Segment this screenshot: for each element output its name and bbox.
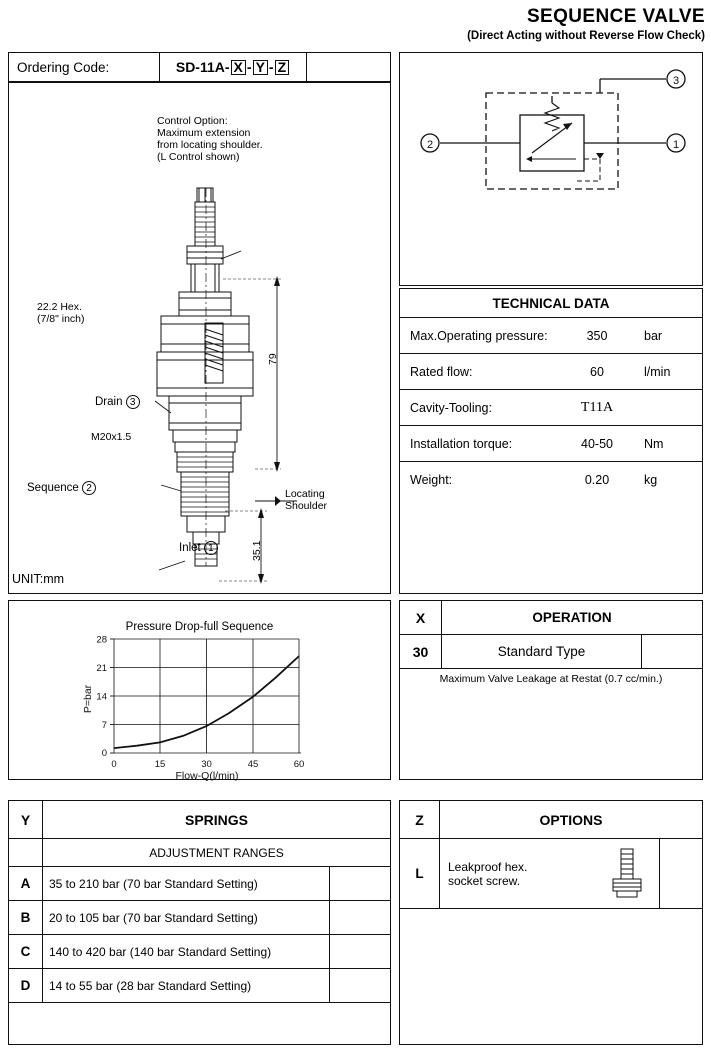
chart-title: Pressure Drop-full Sequence xyxy=(125,621,274,633)
spring-range: 35 to 210 bar (70 bar Standard Setting) xyxy=(43,867,330,900)
ordering-code-var-y: Y xyxy=(253,60,268,75)
spring-code: B xyxy=(9,901,43,934)
hex-size-line-1: 22.2 Hex. xyxy=(37,301,82,313)
operation-header-row xyxy=(400,601,702,635)
tech-unit: Nm xyxy=(644,436,664,451)
inlet-text: Inlet xyxy=(179,542,201,555)
chart-y-axis-label: P=bar xyxy=(82,684,94,714)
thread-label: M20x1.5 xyxy=(91,431,132,443)
table-row xyxy=(400,425,702,461)
tech-key: Cavity-Tooling: xyxy=(410,400,492,415)
spring-range: 20 to 105 bar (70 bar Standard Setting) xyxy=(43,901,330,934)
operation-title: OPERATION xyxy=(532,610,612,625)
tech-key: Rated flow: xyxy=(410,364,473,379)
operation-note: Maximum Valve Leakage at Restat (0.7 cc/min.) xyxy=(439,673,663,685)
table-row xyxy=(9,935,390,969)
springs-subheader-blank xyxy=(9,839,43,866)
spring-blank-cell xyxy=(330,901,390,934)
tech-value: 60 xyxy=(590,364,604,379)
y-tick-0: 0 xyxy=(101,748,107,759)
sequence-text: Sequence xyxy=(27,482,79,495)
locating-shoulder-line-1: Locating xyxy=(285,488,325,500)
x-tick-30: 30 xyxy=(201,759,212,770)
socket-screw-icon xyxy=(607,847,653,902)
table-row xyxy=(9,867,390,901)
tech-key: Weight: xyxy=(410,472,453,487)
ordering-code-var-x: X xyxy=(231,60,246,75)
operation-label: Standard Type xyxy=(442,635,642,668)
x-tick-15: 15 xyxy=(154,759,166,770)
control-option-line-3: from locating shoulder. xyxy=(157,139,263,151)
hex-size-line-2: (7/8" inch) xyxy=(37,313,85,325)
hydraulic-symbol-panel xyxy=(399,52,703,286)
operation-panel xyxy=(399,600,703,780)
symbol-port-1-number: 1 xyxy=(672,139,680,151)
control-option-note xyxy=(157,115,282,163)
springs-panel xyxy=(8,800,391,1045)
option-code: L xyxy=(400,839,440,908)
table-row xyxy=(400,635,702,669)
page-header xyxy=(467,6,705,42)
spring-blank-cell xyxy=(330,867,390,900)
option-blank-cell xyxy=(660,839,702,908)
operation-code-header: X xyxy=(400,601,442,634)
drain-port-number: 3 xyxy=(126,395,140,409)
sequence-port-number: 2 xyxy=(82,481,96,495)
spring-code: A xyxy=(9,867,43,900)
hex-size-label xyxy=(37,301,85,325)
y-tick-14: 14 xyxy=(96,691,107,703)
springs-title: SPRINGS xyxy=(184,811,248,828)
ordering-code-prefix: SD-11A- xyxy=(175,59,230,75)
springs-table-footer xyxy=(9,1003,390,1004)
dimension-35-1-label: 35.1 xyxy=(251,540,263,561)
tech-unit: l/min xyxy=(644,364,671,379)
options-code-header: Z xyxy=(400,801,440,838)
tech-unit: bar xyxy=(644,328,663,343)
springs-header-row xyxy=(9,801,390,839)
spring-range: 14 to 55 bar (28 bar Standard Setting) xyxy=(43,969,330,1002)
options-title: OPTIONS xyxy=(539,811,603,828)
ordering-code-blank xyxy=(307,53,390,81)
tech-value: 350 xyxy=(586,328,608,343)
table-row xyxy=(400,317,702,353)
x-tick-45: 45 xyxy=(247,759,259,770)
springs-code-header: Y xyxy=(9,801,43,838)
options-panel xyxy=(399,800,703,1045)
control-option-line-2: Maximum extension xyxy=(157,127,251,139)
tech-value: T11A xyxy=(580,399,614,415)
ordering-code-box xyxy=(8,52,391,82)
springs-subheader-row xyxy=(9,839,390,867)
unit-label: UNIT:mm xyxy=(12,572,65,586)
table-row xyxy=(9,901,390,935)
dimension-79-label: 79 xyxy=(267,353,279,365)
locating-shoulder-line-2: Shoulder xyxy=(285,500,328,512)
symbol-port-2-number: 2 xyxy=(426,139,434,151)
chart-x-axis-label: Flow-Q(l/min) xyxy=(175,770,239,781)
operation-code: 30 xyxy=(400,635,442,668)
option-label-line-2: socket screw. xyxy=(448,873,521,888)
spring-range: 140 to 420 bar (140 bar Standard Setting) xyxy=(43,935,330,968)
inlet-port-number: 1 xyxy=(204,541,218,555)
pressure-drop-chart xyxy=(9,601,392,781)
locating-shoulder-label xyxy=(285,488,327,512)
page-title: SEQUENCE VALVE xyxy=(526,6,705,27)
option-label xyxy=(440,839,660,908)
technical-data-title: TECHNICAL DATA xyxy=(492,296,610,311)
y-tick-21: 21 xyxy=(96,663,107,674)
tech-value: 0.20 xyxy=(584,472,610,487)
drain-text: Drain xyxy=(95,396,123,409)
table-row xyxy=(400,839,702,909)
technical-data-panel xyxy=(399,288,703,594)
spring-code: D xyxy=(9,969,43,1002)
x-tick-60: 60 xyxy=(293,759,305,770)
spring-blank-cell xyxy=(330,935,390,968)
symbol-port-3-number: 3 xyxy=(672,75,680,87)
ordering-code-var-z: Z xyxy=(275,60,290,75)
table-row xyxy=(400,353,702,389)
spring-blank-cell xyxy=(330,969,390,1002)
hydraulic-symbol xyxy=(400,53,704,287)
sequence-label xyxy=(27,481,96,495)
operation-blank-cell xyxy=(642,635,702,668)
drain-label xyxy=(95,395,140,409)
option-label-line-1: Leakproof hex. xyxy=(448,859,528,874)
tech-key: Installation torque: xyxy=(410,436,513,451)
dimension-drawing-panel xyxy=(8,82,391,594)
tech-unit: kg xyxy=(644,472,658,487)
ordering-code-label: Ordering Code: xyxy=(17,59,110,75)
pressure-drop-chart-panel xyxy=(8,600,391,780)
control-option-line-1: Control Option: xyxy=(157,115,228,127)
ordering-code-value xyxy=(159,53,307,81)
ordering-code-sep-1: - xyxy=(246,59,252,75)
inlet-label xyxy=(179,541,218,555)
tech-key: Max.Operating pressure: xyxy=(410,328,548,343)
ordering-code-sep-2: - xyxy=(268,59,274,75)
table-row xyxy=(9,969,390,1003)
tech-value: 40-50 xyxy=(581,436,613,451)
springs-subtitle: ADJUSTMENT RANGES xyxy=(149,845,284,860)
table-row xyxy=(400,389,702,425)
control-option-line-4: (L Control shown) xyxy=(157,151,240,163)
y-tick-28: 28 xyxy=(96,634,107,646)
page-subtitle: (Direct Acting without Reverse Flow Check) xyxy=(467,30,705,42)
y-tick-7: 7 xyxy=(101,720,107,731)
spring-code: C xyxy=(9,935,43,968)
table-row xyxy=(400,461,702,497)
x-tick-0: 0 xyxy=(111,759,117,770)
options-header-row xyxy=(400,801,702,839)
